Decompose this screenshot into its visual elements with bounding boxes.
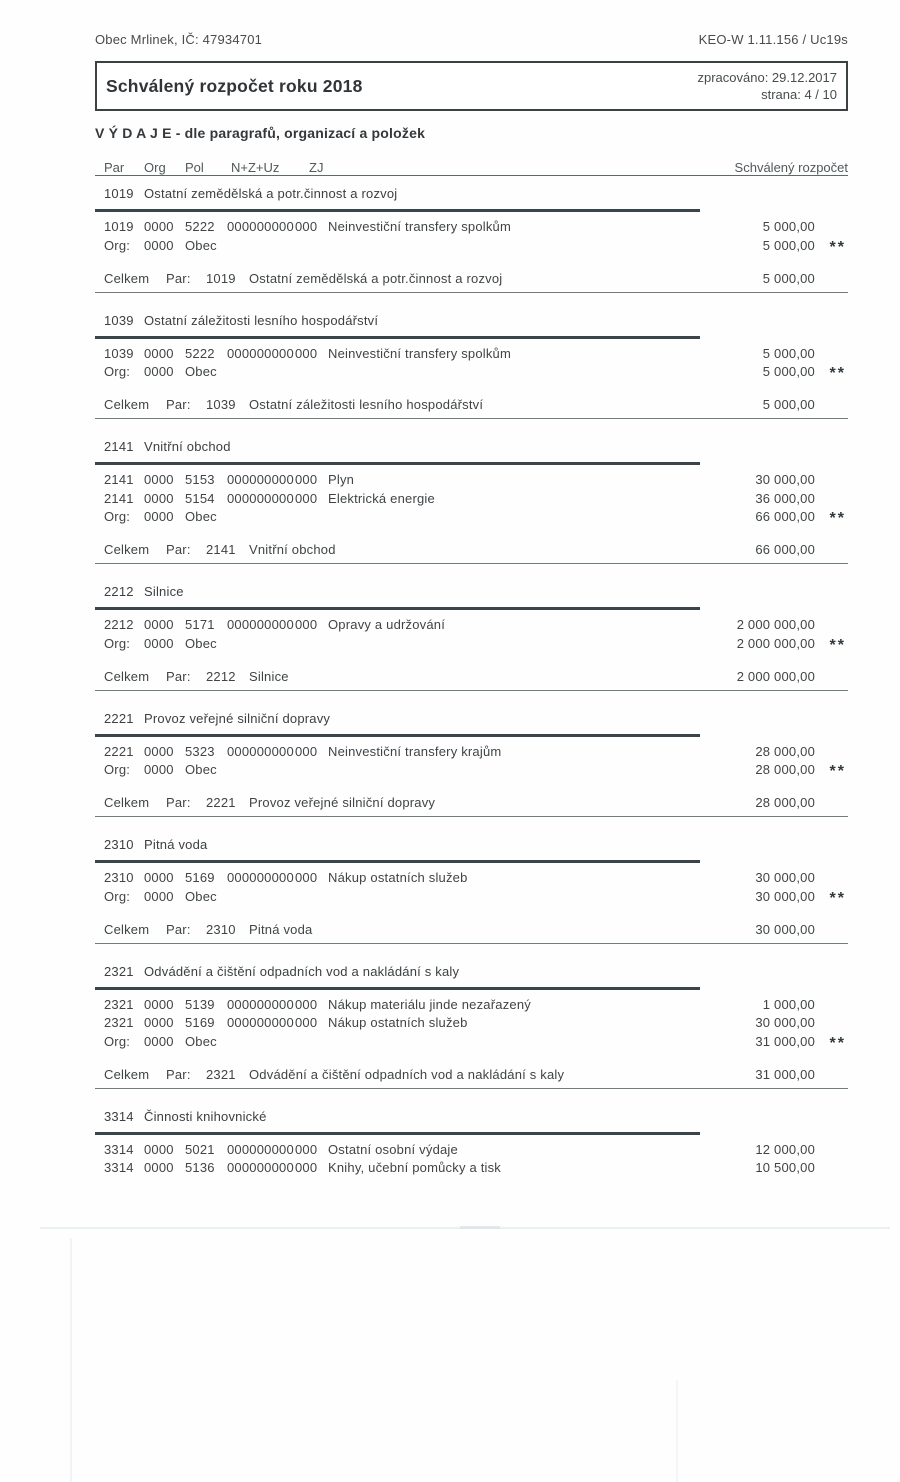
org-code: 0000	[144, 762, 174, 777]
cell-zj: 000	[295, 743, 318, 759]
budget-item-row	[95, 616, 848, 635]
org-summary-row	[95, 237, 848, 256]
cell-nzuz: 000000000	[227, 870, 294, 885]
total-title: Pitná voda	[249, 921, 313, 937]
org-amount: 28 000,00	[755, 762, 815, 777]
total-par-code: 2141	[206, 542, 236, 557]
cell-zj: 000	[295, 996, 318, 1012]
section-title-row	[95, 1109, 848, 1125]
org-code: 0000	[144, 888, 174, 904]
section-par-code: 2221	[104, 710, 134, 726]
cell-pol: 5169	[185, 1015, 215, 1030]
section-par-code: 2141	[104, 439, 134, 454]
cell-par: 2310	[104, 870, 134, 885]
org-code: 0000	[144, 1033, 174, 1049]
double-asterisk-mark: **	[829, 1034, 846, 1052]
section-title: Činnosti knihovnické	[144, 1108, 267, 1124]
section-title-row	[95, 711, 848, 727]
section-par-code: 3314	[104, 1108, 134, 1124]
cell-description: Nákup ostatních služeb	[328, 1015, 468, 1030]
cell-zj: 000	[295, 345, 318, 361]
paragraph-total-row	[95, 270, 848, 293]
section-title: Silnice	[144, 584, 184, 599]
cell-pol: 5139	[185, 996, 215, 1012]
cell-amount: 36 000,00	[755, 490, 815, 506]
col-pol: Pol	[185, 160, 204, 175]
budget-item-row	[95, 218, 848, 237]
org-summary-row	[95, 1033, 848, 1052]
cell-nzuz: 000000000	[227, 219, 294, 234]
section-par-code: 1019	[104, 186, 134, 201]
total-label: Celkem	[104, 668, 150, 684]
section-divider	[95, 734, 700, 737]
cell-description: Ostatní osobní výdaje	[328, 1141, 458, 1157]
budget-item-row	[95, 490, 848, 509]
total-title: Odvádění a čištění odpadních vod a nakládání s kaly	[249, 1066, 565, 1082]
document-title: Schválený rozpočet roku 2018	[106, 75, 363, 96]
section-title: Pitná voda	[144, 837, 208, 852]
section-title: Vnitřní obchod	[144, 439, 231, 454]
cell-amount: 30 000,00	[755, 1015, 815, 1030]
org-identity: Obec Mrlinek, IČ: 47934701	[95, 32, 263, 47]
cell-description: Nákup ostatních služeb	[328, 870, 468, 885]
total-amount: 5 000,00	[762, 270, 815, 286]
org-amount: 30 000,00	[755, 888, 815, 904]
double-asterisk-mark: **	[829, 365, 846, 382]
section-divider	[95, 209, 700, 212]
report-subtitle: V Ý D A J E - dle paragrafů, organizací a položek	[95, 125, 426, 141]
cell-pol: 5222	[185, 345, 215, 361]
section-divider	[95, 1132, 700, 1135]
cell-amount: 10 500,00	[755, 1160, 815, 1175]
section-title-row	[95, 837, 848, 853]
org-name: Obec	[185, 888, 217, 904]
section-rows	[95, 218, 848, 255]
cell-amount: 1 000,00	[762, 996, 815, 1012]
scan-artifact-vertical-line	[70, 1238, 72, 1482]
section-title: Provoz veřejné silniční dopravy	[144, 710, 331, 726]
section-title: Ostatní zemědělská a potr.činnost a rozvoj	[144, 186, 398, 201]
total-amount: 31 000,00	[755, 1066, 815, 1082]
paragraph-section-2212	[95, 584, 848, 691]
cell-org: 0000	[144, 617, 174, 632]
org-summary-row	[95, 508, 848, 527]
section-rows	[95, 345, 848, 382]
org-name: Obec	[185, 364, 217, 379]
org-code: 0000	[144, 635, 174, 651]
cell-nzuz: 000000000	[227, 1015, 294, 1030]
cell-org: 0000	[144, 1015, 174, 1030]
cell-org: 0000	[144, 219, 174, 234]
total-label: Celkem	[104, 397, 150, 412]
cell-description: Neinvestiční transfery spolkům	[328, 345, 512, 361]
org-label: Org:	[104, 509, 131, 524]
section-par-code: 2321	[104, 963, 134, 979]
cell-org: 0000	[144, 1141, 174, 1157]
total-title: Vnitřní obchod	[249, 542, 336, 557]
budget-item-row	[95, 1141, 848, 1160]
cell-zj: 000	[295, 870, 318, 885]
cell-pol: 5021	[185, 1141, 215, 1157]
cell-pol: 5171	[185, 617, 215, 632]
total-par-label: Par:	[166, 1066, 191, 1082]
section-rows	[95, 1141, 848, 1178]
org-name: Obec	[185, 1033, 217, 1049]
cell-org: 0000	[144, 996, 174, 1012]
paragraph-total-row	[95, 668, 848, 691]
budget-item-row	[95, 345, 848, 364]
section-par-code: 1039	[104, 312, 134, 328]
org-code: 0000	[144, 509, 174, 524]
cell-par: 2321	[104, 1015, 134, 1030]
cell-amount: 5 000,00	[762, 345, 815, 361]
cell-zj: 000	[295, 1015, 318, 1030]
total-title: Ostatní zemědělská a potr.činnost a rozvoj	[249, 270, 503, 286]
paragraph-total-row	[95, 921, 848, 944]
section-title-row	[95, 186, 848, 202]
cell-amount: 28 000,00	[755, 743, 815, 759]
section-divider	[95, 607, 700, 610]
cell-par: 1019	[104, 219, 134, 234]
total-title: Provoz veřejné silniční dopravy	[249, 795, 436, 810]
org-amount: 31 000,00	[755, 1033, 815, 1049]
section-title-row	[95, 439, 848, 455]
double-asterisk-mark: **	[829, 636, 846, 654]
total-label: Celkem	[104, 795, 150, 810]
org-label: Org:	[104, 364, 131, 379]
total-par-label: Par:	[166, 795, 191, 810]
section-divider	[95, 860, 700, 863]
title-box-meta	[698, 69, 847, 104]
total-label: Celkem	[104, 542, 150, 557]
budget-item-row	[95, 471, 848, 490]
cell-par: 2212	[104, 617, 134, 632]
total-amount: 5 000,00	[762, 397, 815, 412]
section-rows	[95, 471, 848, 527]
cell-org: 0000	[144, 1160, 174, 1175]
total-par-label: Par:	[166, 270, 191, 286]
software-version: KEO-W 1.11.156 / Uc19s	[698, 32, 848, 47]
cell-amount: 30 000,00	[755, 870, 815, 885]
cell-description: Knihy, učební pomůcky a tisk	[328, 1160, 501, 1175]
budget-item-row	[95, 1159, 848, 1178]
paragraph-section-3314	[95, 1109, 848, 1178]
col-approved-budget: Schválený rozpočet	[734, 160, 848, 175]
cell-pol: 5136	[185, 1160, 215, 1175]
cell-pol: 5153	[185, 472, 215, 487]
budget-item-row	[95, 869, 848, 888]
cell-par: 3314	[104, 1141, 134, 1157]
total-par-label: Par:	[166, 921, 191, 937]
org-label: Org:	[104, 237, 131, 253]
paragraph-total-row	[95, 794, 848, 817]
cell-amount: 5 000,00	[762, 219, 815, 234]
org-summary-row	[95, 761, 848, 780]
total-par-code: 1039	[206, 397, 236, 412]
paragraph-total-row	[95, 1066, 848, 1089]
org-label: Org:	[104, 888, 131, 904]
total-par-label: Par:	[166, 542, 191, 557]
org-summary-row	[95, 363, 848, 382]
cell-amount: 12 000,00	[755, 1141, 815, 1157]
cell-description: Neinvestiční transfery krajům	[328, 743, 502, 759]
cell-org: 0000	[144, 472, 174, 487]
total-par-label: Par:	[166, 668, 191, 684]
cell-par: 3314	[104, 1160, 134, 1175]
paragraph-total-row	[95, 396, 848, 419]
org-label: Org:	[104, 1033, 131, 1049]
total-label: Celkem	[104, 270, 150, 286]
cell-nzuz: 000000000	[227, 1141, 294, 1157]
total-par-code: 2221	[206, 795, 236, 810]
cell-description: Opravy a udržování	[328, 617, 446, 632]
section-divider	[95, 462, 700, 465]
total-amount: 66 000,00	[755, 542, 815, 557]
section-rows	[95, 743, 848, 780]
total-title: Silnice	[249, 668, 289, 684]
org-name: Obec	[185, 762, 217, 777]
page-number: strana: 4 / 10	[761, 87, 837, 102]
org-amount: 66 000,00	[755, 509, 815, 524]
section-title: Ostatní záležitosti lesního hospodářství	[144, 312, 379, 328]
cell-description: Nákup materiálu jinde nezařazený	[328, 996, 531, 1012]
total-par-code: 2321	[206, 1066, 236, 1082]
page-content	[95, 0, 848, 1178]
cell-par: 2321	[104, 996, 134, 1012]
cell-amount: 2 000 000,00	[736, 617, 815, 632]
org-name: Obec	[185, 635, 217, 651]
section-rows	[95, 616, 848, 653]
cell-pol: 5154	[185, 490, 215, 506]
section-rows	[95, 869, 848, 906]
cell-pol: 5169	[185, 870, 215, 885]
cell-par: 1039	[104, 345, 134, 361]
section-title-row	[95, 964, 848, 980]
double-asterisk-mark: **	[829, 238, 846, 256]
cell-nzuz: 000000000	[227, 490, 294, 506]
org-code: 0000	[144, 237, 174, 253]
org-amount: 5 000,00	[762, 364, 815, 379]
cell-nzuz: 000000000	[227, 996, 294, 1012]
org-name: Obec	[185, 509, 217, 524]
col-nzuz: N+Z+Uz	[231, 160, 280, 175]
org-code: 0000	[144, 364, 174, 379]
cell-description: Elektrická energie	[328, 490, 435, 506]
paragraph-total-row	[95, 541, 848, 564]
org-label: Org:	[104, 762, 131, 777]
org-summary-row	[95, 888, 848, 907]
double-asterisk-mark: **	[829, 889, 846, 907]
budget-item-row	[95, 1014, 848, 1033]
cell-nzuz: 000000000	[227, 743, 294, 759]
org-amount: 2 000 000,00	[736, 635, 815, 651]
cell-description: Neinvestiční transfery spolkům	[328, 219, 512, 234]
budget-item-row	[95, 996, 848, 1015]
title-box	[95, 61, 848, 111]
total-par-label: Par:	[166, 397, 191, 412]
col-zj: ZJ	[309, 160, 324, 175]
total-par-code: 2212	[206, 668, 236, 684]
cell-amount: 30 000,00	[755, 472, 815, 487]
cell-nzuz: 000000000	[227, 345, 294, 361]
cell-org: 0000	[144, 870, 174, 885]
total-par-code: 2310	[206, 921, 236, 937]
total-amount: 30 000,00	[755, 921, 815, 937]
cell-pol: 5222	[185, 219, 215, 234]
section-title: Odvádění a čištění odpadních vod a nakládání s kaly	[144, 963, 460, 979]
cell-description: Plyn	[328, 472, 355, 487]
paragraph-section-1019	[95, 186, 848, 293]
cell-zj: 000	[295, 1160, 318, 1175]
cell-par: 2141	[104, 490, 134, 506]
cell-zj: 000	[295, 490, 318, 506]
page-header-line	[95, 32, 848, 48]
double-asterisk-mark: **	[829, 510, 846, 527]
cell-nzuz: 000000000	[227, 1160, 294, 1175]
paragraph-section-2141	[95, 439, 848, 564]
section-par-code: 2310	[104, 837, 134, 852]
cell-pol: 5323	[185, 743, 215, 759]
cell-nzuz: 000000000	[227, 472, 294, 487]
paragraph-section-1039	[95, 313, 848, 420]
cell-zj: 000	[295, 617, 318, 632]
scan-artifact-vertical-line	[676, 1380, 678, 1482]
section-par-code: 2212	[104, 584, 134, 599]
section-rows	[95, 996, 848, 1052]
double-asterisk-mark: **	[829, 763, 846, 780]
total-title: Ostatní záležitosti lesního hospodářství	[249, 397, 484, 412]
section-title-row	[95, 584, 848, 600]
budget-item-row	[95, 743, 848, 762]
cell-nzuz: 000000000	[227, 617, 294, 632]
cell-zj: 000	[295, 1141, 318, 1157]
total-label: Celkem	[104, 921, 150, 937]
section-title-row	[95, 313, 848, 329]
org-name: Obec	[185, 237, 217, 253]
col-org: Org	[144, 160, 166, 175]
total-amount: 28 000,00	[755, 795, 815, 810]
total-par-code: 1019	[206, 270, 236, 286]
org-summary-row	[95, 635, 848, 654]
section-divider	[95, 336, 700, 339]
cell-org: 0000	[144, 345, 174, 361]
cell-org: 0000	[144, 743, 174, 759]
processed-date: zpracováno: 29.12.2017	[697, 69, 837, 85]
cell-par: 2141	[104, 472, 134, 487]
total-label: Celkem	[104, 1066, 150, 1082]
total-amount: 2 000 000,00	[736, 668, 815, 684]
paragraph-section-2310	[95, 837, 848, 944]
scan-artifact-smudge	[460, 1226, 500, 1229]
org-label: Org:	[104, 635, 131, 651]
cell-zj: 000	[295, 472, 318, 487]
section-divider	[95, 987, 700, 990]
column-header-row	[95, 161, 848, 176]
cell-par: 2221	[104, 743, 134, 759]
paragraph-section-2321	[95, 964, 848, 1089]
org-amount: 5 000,00	[762, 237, 815, 253]
cell-org: 0000	[144, 490, 174, 506]
col-par: Par	[104, 160, 125, 175]
cell-zj: 000	[295, 219, 318, 234]
paragraph-section-2221	[95, 711, 848, 818]
